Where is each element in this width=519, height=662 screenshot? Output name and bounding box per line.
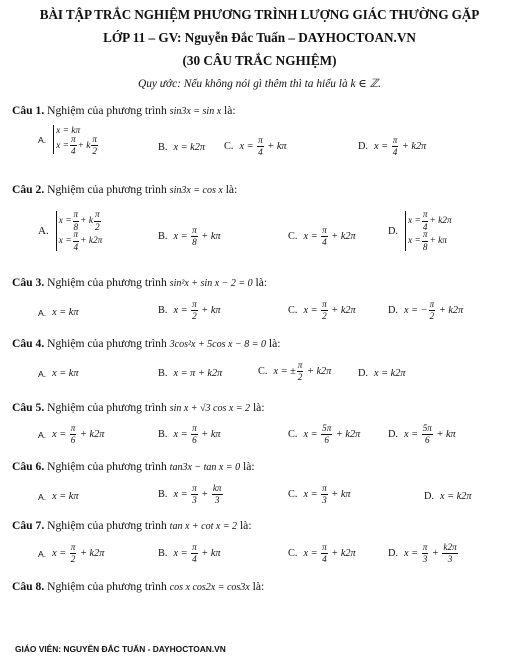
convention-note: Quy ước: Nếu không nói gì thêm thì ta hiểu là k ∈ ℤ.: [137, 78, 382, 90]
q2-option-a[interactable]: A. x = π 8 + k π 2 x = π 4 + k2π: [38, 209, 103, 252]
question-1: [12, 104, 236, 117]
question-count: (30 CÂU TRẮC NGHIỆM): [182, 53, 337, 68]
question-2: Câu 2. Nghiệm của phương trình sin3x = cos x là:: [12, 183, 238, 196]
q6-option-a[interactable]: A. x = kπ: [38, 491, 79, 502]
q3-option-c[interactable]: C. x = $\frac{\pi}{2}$ + k2π: [288, 299, 356, 322]
question-4: Câu 4. Nghiệm của phương trình 3cos²x + 5cos x − 8 = 0 là:: [12, 337, 281, 350]
q1-option-c[interactable]: C. x = $\frac{\pi}{4}$ + kπ: [224, 135, 287, 158]
question-5: Câu 5. Nghiệm của phương trình sin x + √3 cos x = 2 là:: [12, 401, 265, 414]
q2-option-b[interactable]: B. x = $\frac{\pi}{8}$ + kπ: [158, 225, 221, 248]
q1-option-d[interactable]: D. x = $\frac{\pi}{4}$ + k2π: [358, 135, 427, 158]
q5-option-d[interactable]: D. x = $\frac{5\pi}{6}$ + kπ: [388, 423, 456, 446]
q4-option-a[interactable]: A. x = kπ: [38, 368, 79, 379]
q4-option-d[interactable]: D. x = k2π: [358, 368, 406, 379]
q4-option-b[interactable]: B. x = π + k2π: [158, 368, 223, 379]
q4-option-c[interactable]: C. x = ± $\frac{\pi}{2}$ + k2π: [258, 360, 332, 383]
q3-option-b[interactable]: B. x = $\frac{\pi}{2}$ + kπ: [158, 299, 221, 322]
q5-option-b[interactable]: B. x = $\frac{\pi}{6}$ + kπ: [158, 423, 221, 446]
q1-option-b[interactable]: B. x = k2π: [158, 142, 205, 153]
q7-option-b[interactable]: B. x = $\frac{\pi}{4}$ + kπ: [158, 542, 221, 565]
q5-option-a[interactable]: A. x = $\frac{\pi}{6}$ + k2π: [38, 423, 105, 446]
question-7: Câu 7. Nghiệm của phương trình tan x + cot x = 2 là:: [12, 519, 252, 532]
q7-option-a[interactable]: A. x = $\frac{\pi}{2}$ + k2π: [38, 542, 105, 565]
page-title: BÀI TẬP TRẮC NGHIỆM PHƯƠNG TRÌNH LƯỢNG GIÁC THƯỜNG GẶP: [39, 7, 480, 22]
q5-option-c[interactable]: C. x = $\frac{5\pi}{6}$ + k2π: [288, 423, 361, 446]
question-equation: sin3x = sin x: [169, 106, 222, 117]
q3-option-d[interactable]: D. x = − $\frac{\pi}{2}$ + k2π: [388, 299, 464, 322]
question-3: Câu 3. Nghiệm của phương trình sin²x + sin x − 2 = 0 là:: [12, 276, 268, 289]
q6-option-b[interactable]: B. x = $\frac{\pi}{3}$ + $\frac{k\pi}{3}$: [158, 483, 222, 506]
page-footer: GIÁO VIÊN: NGUYỄN ĐẮC TUẤN - DAYHOCTOAN.VN: [15, 644, 226, 654]
question-8: Câu 8. Nghiệm của phương trình cos x cos2x = cos3x là:: [12, 580, 265, 593]
q1-option-a[interactable]: A. x = kπ x = π 4 + k π 2: [38, 126, 98, 156]
q7-option-c[interactable]: C. x = $\frac{\pi}{4}$ + k2π: [288, 542, 356, 565]
q6-option-c[interactable]: C. x = $\frac{\pi}{3}$ + kπ: [288, 483, 351, 506]
question-tail: là:: [224, 104, 236, 117]
q3-option-a[interactable]: A. x = kπ: [38, 307, 79, 318]
question-6: Câu 6. Nghiệm của phương trình tan3x − tan x = 0 là:: [12, 460, 255, 473]
q2-option-d[interactable]: D. x = π 4 + k2π x = π 8 + kπ: [388, 209, 452, 252]
q2-option-c[interactable]: C. x = $\frac{\pi}{4}$ + k2π: [288, 225, 356, 248]
question-label: Câu 1.: [12, 104, 45, 117]
q7-option-d[interactable]: D. x = $\frac{\pi}{3}$ + $\frac{k2\pi}{3}$: [388, 542, 457, 565]
q6-option-d[interactable]: D. x = k2π: [424, 491, 472, 502]
page-subtitle: LỚP 11 – GV: Nguyễn Đắc Tuấn – DAYHOCTOAN.VN: [103, 30, 416, 45]
question-text: Nghiệm của phương trình: [47, 104, 167, 117]
